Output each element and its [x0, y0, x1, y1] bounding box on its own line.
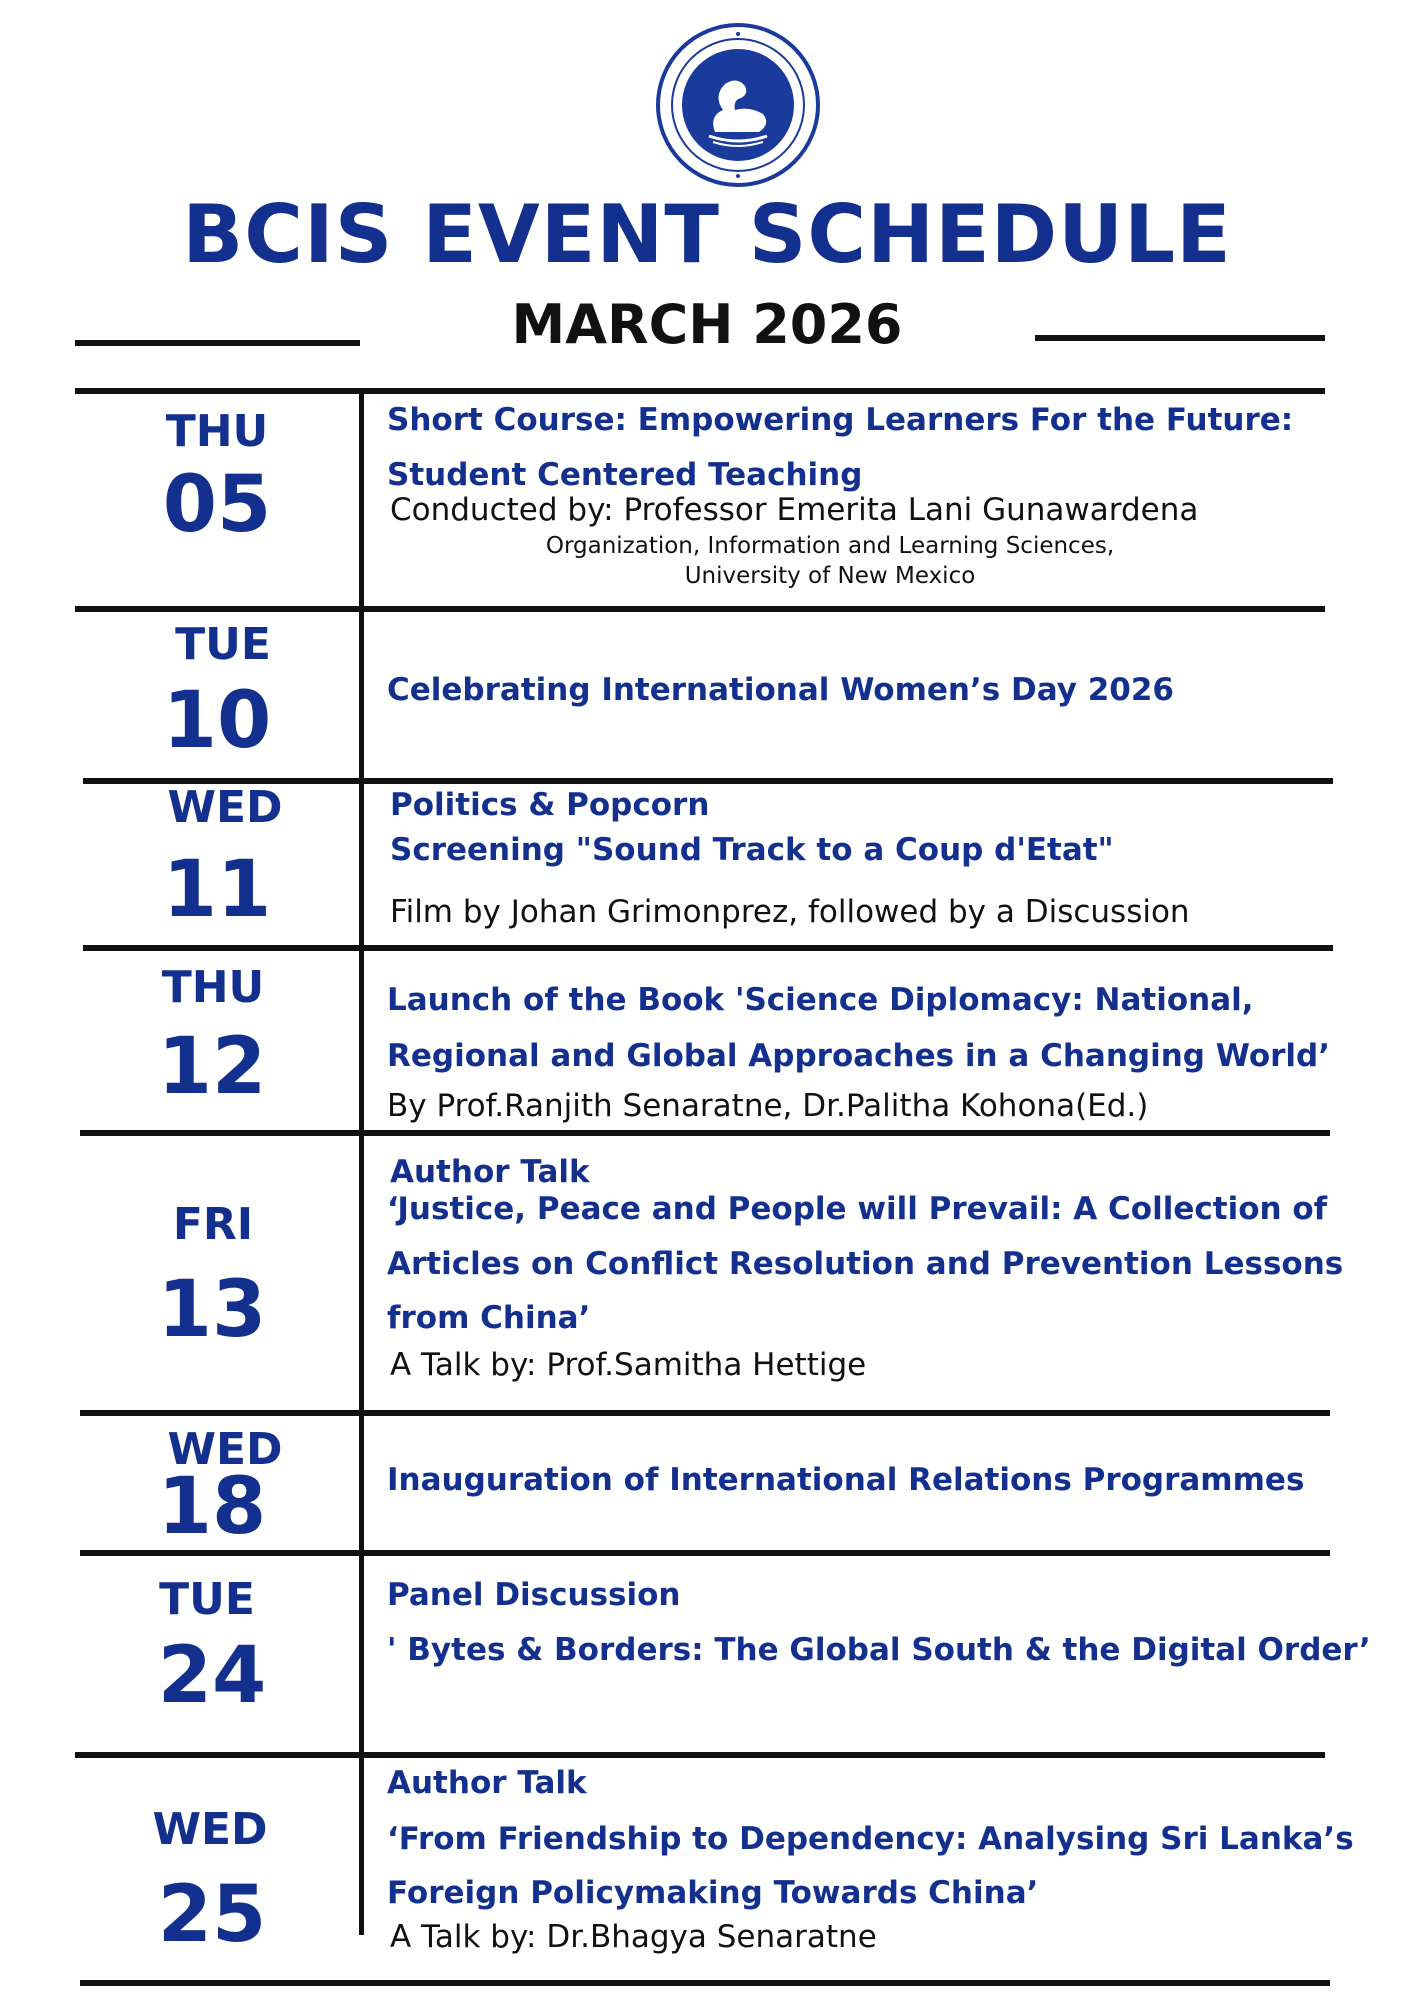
event-title: ‘Justice, Peace and People will Prevail: A Collection of — [387, 1191, 1328, 1227]
event-title: Short Course: Empowering Learners For the Future: — [387, 402, 1294, 438]
event-detail: Film by Johan Grimonprez, followed by a Discussion — [390, 894, 1190, 930]
event-subdetail: University of New Mexico — [684, 563, 976, 589]
divider — [80, 1410, 1330, 1416]
event-title: Author Talk — [390, 1154, 590, 1190]
divider — [1035, 335, 1325, 341]
event-day: TUE — [159, 1574, 255, 1625]
month-heading: MARCH 2026 — [511, 293, 903, 356]
event-title: Screening "Sound Track to a Coup d'Etat" — [390, 832, 1114, 868]
event-detail: Conducted by: Professor Emerita Lani Gunawardena — [390, 492, 1199, 528]
event-title: from China’ — [387, 1300, 591, 1336]
event-day: WED — [152, 1804, 268, 1855]
event-detail: A Talk by: Dr.Bhagya Senaratne — [390, 1919, 877, 1955]
event-date: 13 — [157, 1265, 267, 1355]
event-date: 12 — [157, 1022, 267, 1112]
page-title: BCIS EVENT SCHEDULE — [182, 188, 1232, 281]
divider — [75, 606, 1325, 612]
event-detail: A Talk by: Prof.Samitha Hettige — [390, 1347, 867, 1383]
event-date: 24 — [157, 1631, 267, 1721]
event-title: Panel Discussion — [387, 1577, 681, 1613]
column-divider — [359, 390, 364, 1935]
bcis-logo-icon — [653, 20, 823, 190]
event-date: 05 — [162, 460, 272, 550]
event-day: TUE — [175, 619, 271, 670]
divider — [75, 1752, 1325, 1758]
event-title: Inauguration of International Relations Programmes — [387, 1462, 1305, 1498]
event-date: 18 — [157, 1462, 267, 1552]
event-day: THU — [165, 406, 269, 457]
event-title: Regional and Global Approaches in a Changing World’ — [387, 1038, 1331, 1074]
divider — [83, 945, 1333, 951]
event-title: Celebrating International Women’s Day 2026 — [387, 672, 1174, 708]
event-day: FRI — [172, 1199, 254, 1250]
event-detail: By Prof.Ranjith Senaratne, Dr.Palitha Kohona(Ed.) — [387, 1088, 1149, 1124]
divider — [75, 340, 360, 346]
event-title: Launch of the Book 'Science Diplomacy: National, — [387, 982, 1254, 1018]
divider — [80, 1980, 1330, 1986]
event-title: Foreign Policymaking Towards China’ — [387, 1875, 1039, 1911]
event-date: 25 — [157, 1870, 267, 1960]
event-title: ' Bytes & Borders: The Global South & the Digital Order’ — [387, 1632, 1371, 1668]
event-date: 10 — [162, 676, 272, 766]
divider — [75, 388, 1325, 394]
event-title: ‘From Friendship to Dependency: Analysing Sri Lanka’s — [387, 1821, 1354, 1857]
event-day: WED — [167, 1424, 283, 1475]
event-subdetail: Organization, Information and Learning Sciences, — [545, 533, 1115, 559]
event-title: Articles on Conflict Resolution and Prevention Lessons — [387, 1246, 1344, 1282]
event-day: WED — [167, 782, 283, 833]
event-title: Politics & Popcorn — [390, 787, 710, 823]
event-title: Student Centered Teaching — [387, 457, 863, 493]
event-date: 11 — [162, 845, 272, 935]
divider — [80, 1130, 1330, 1136]
event-title: Author Talk — [387, 1765, 587, 1801]
event-day: THU — [161, 962, 265, 1013]
